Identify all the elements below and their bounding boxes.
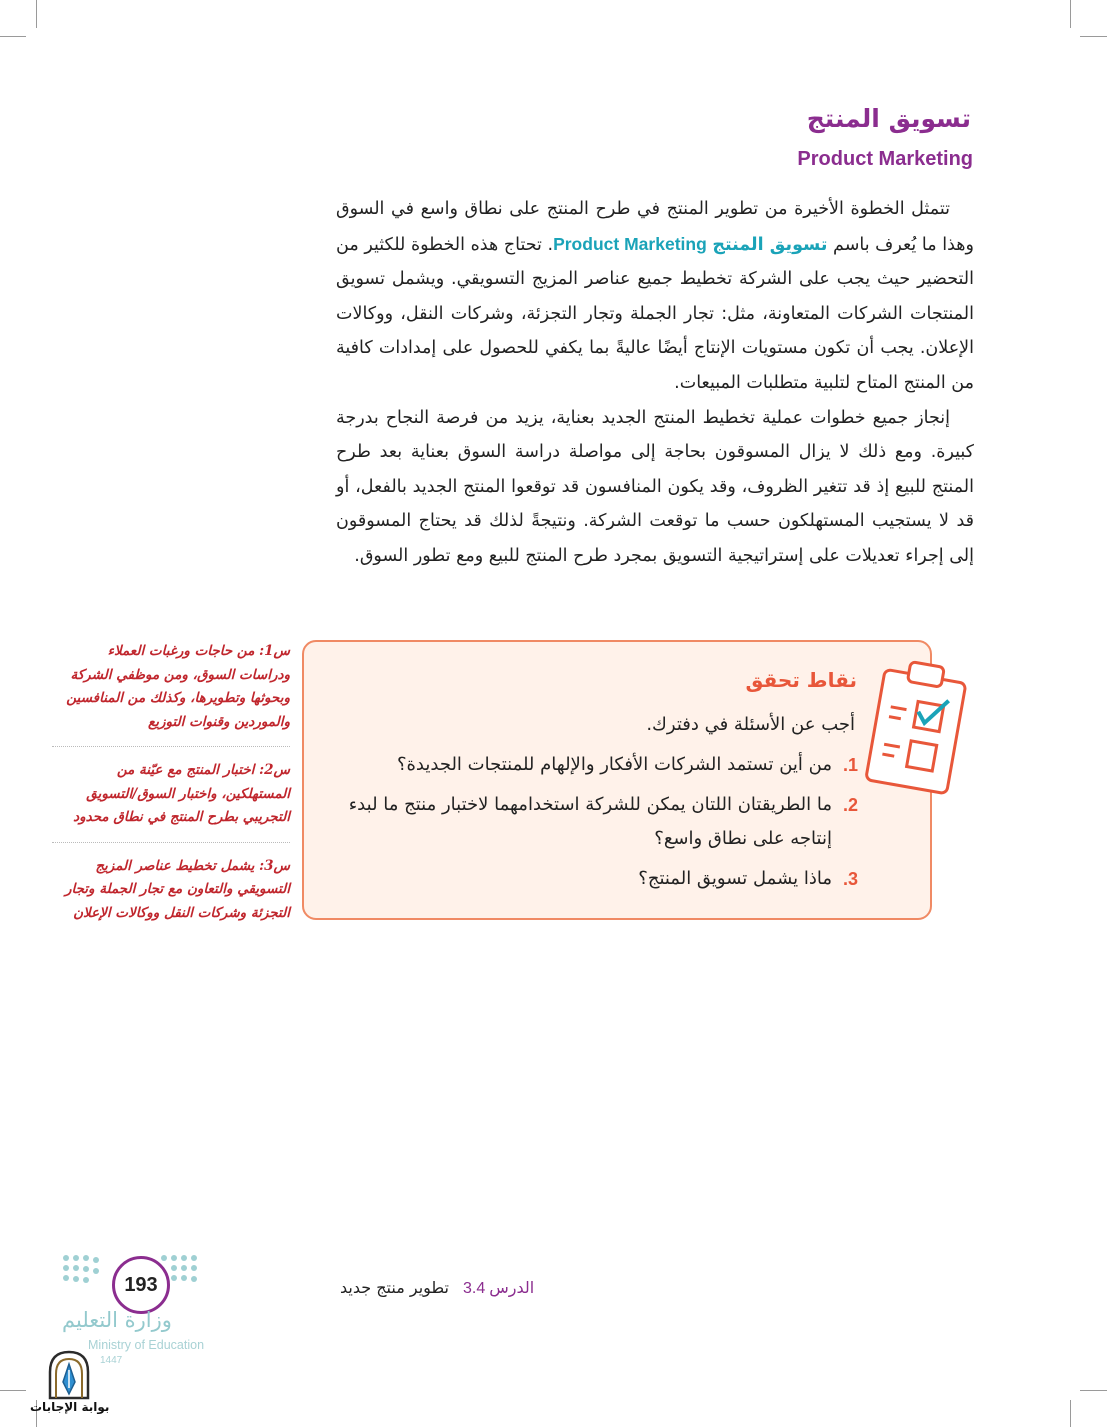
checkpoints-title: نقاط تحقق	[745, 668, 857, 692]
checkpoints-questions	[318, 748, 858, 902]
answer-text: اختبار المنتج مع عيّنة من المستهلكين، واختبار السوق/التسويق التجريبي بطرح المنتج في نطاق محدود	[73, 762, 290, 825]
key-term-english: Product Marketing	[553, 233, 707, 254]
paragraph-1-end: . تحتاج هذه الخطوة للكثير من التحضير حيث يجب على الشركة تخطيط جميع عناصر المزيج التسويقي. ويشمل تسويق المنتجات الشركات المتعاونة، مثل: تجار الجملة وتجار التجزئة، وشركات النقل، ووكالات الإعلان. يجب أن تكون مستويات الإنتاج أيضًا عاليةً بما يكفي للحصول على إمدادات كافية من المنتج المتاح لتلبية متطلبات المبيعات.	[336, 234, 974, 393]
answer-label: س2:	[259, 762, 290, 778]
lesson-number: 3.4	[463, 1280, 486, 1297]
answer-divider	[52, 842, 290, 843]
lesson-title: تطوير منتج جديد	[340, 1278, 449, 1297]
question-item	[318, 862, 858, 896]
paragraph-1-start: تتمثل الخطوة الأخيرة من تطوير المنتج في طرح المنتج على نطاق واسع في السوق وهذا ما يُعرف باسم	[336, 199, 974, 255]
pen-arch-logo-icon	[46, 1348, 92, 1400]
answer-divider	[52, 746, 290, 747]
answer-2	[52, 759, 290, 830]
question-item	[318, 788, 858, 856]
paragraph-1	[336, 192, 974, 401]
question-number: 3.	[842, 869, 858, 889]
answer-1	[52, 640, 290, 734]
question-text: من أين تستمد الشركات الأفكار والإلهام للمنتجات الجديدة؟	[396, 754, 832, 775]
body-text	[336, 192, 974, 574]
ministry-logo-text: وزارة التعليم	[62, 1308, 172, 1332]
section-title-arabic: تسويق المنتج	[806, 104, 971, 133]
clipboard-checklist-icon	[862, 650, 976, 800]
answer-label: س1:	[259, 643, 290, 659]
answer-text: يشمل تخطيط عناصر المزيج التسويقي والتعاون مع تجار الجملة وتجار التجزئة وشركات النقل ووكالات الإعلان	[64, 857, 290, 921]
question-text: ما الطريقتان اللتان يمكن للشركة استخدامهما لاختبار منتج ما لبدء إنتاجه على نطاق واسع؟	[348, 794, 832, 849]
handwritten-answers	[52, 640, 290, 937]
question-item	[318, 748, 858, 782]
answer-label: س3:	[259, 857, 290, 874]
section-title-english: Product Marketing	[797, 148, 973, 170]
question-number: 1.	[842, 755, 858, 775]
question-text: ماذا يشمل تسويق المنتج؟	[638, 868, 832, 889]
ministry-logo-year: 1447	[100, 1355, 123, 1366]
lesson-label: الدرس	[489, 1278, 535, 1297]
page-number: 193	[112, 1256, 170, 1314]
checkpoints-intro: أجب عن الأسئلة في دفترك.	[646, 714, 855, 735]
paragraph-2: إنجاز جميع خطوات عملية تخطيط المنتج الجديد بعناية، يزيد من فرصة النجاح بدرجة كبيرة. ومع ذلك لا يزال المسوقون بحاجة إلى مواصلة دراسة السوق بعناية بعد طرح المنتج للبيع إذ قد تتغير الظروف، وقد يكون المنافسون قد توقعوا المنتج الجديد بالفعل، أو قد لا يستجيب المستهلكون حسب ما توقعت الشركة. ونتيجةً لذلك قد يحتاج المسوقون إلى إجراء تعديلات على إستراتيجية التسويق بمجرد طرح المنتج للبيع ومع تطور السوق.	[336, 407, 974, 566]
question-number: 2.	[842, 795, 858, 815]
answer-text: من حاجات ورغبات العملاء ودراسات السوق، ومن موظفي الشركة وبحوثها وتطويرها، وكذلك من المنافسين والموردين وقنوات التوزيع	[66, 643, 290, 730]
site-name: بوابة الإجابات	[30, 1400, 110, 1414]
key-term-arabic: تسويق المنتج	[712, 234, 828, 255]
lesson-footer	[340, 1278, 534, 1298]
answer-3	[52, 855, 290, 926]
ministry-logo-english: Ministry of Education	[88, 1338, 205, 1352]
